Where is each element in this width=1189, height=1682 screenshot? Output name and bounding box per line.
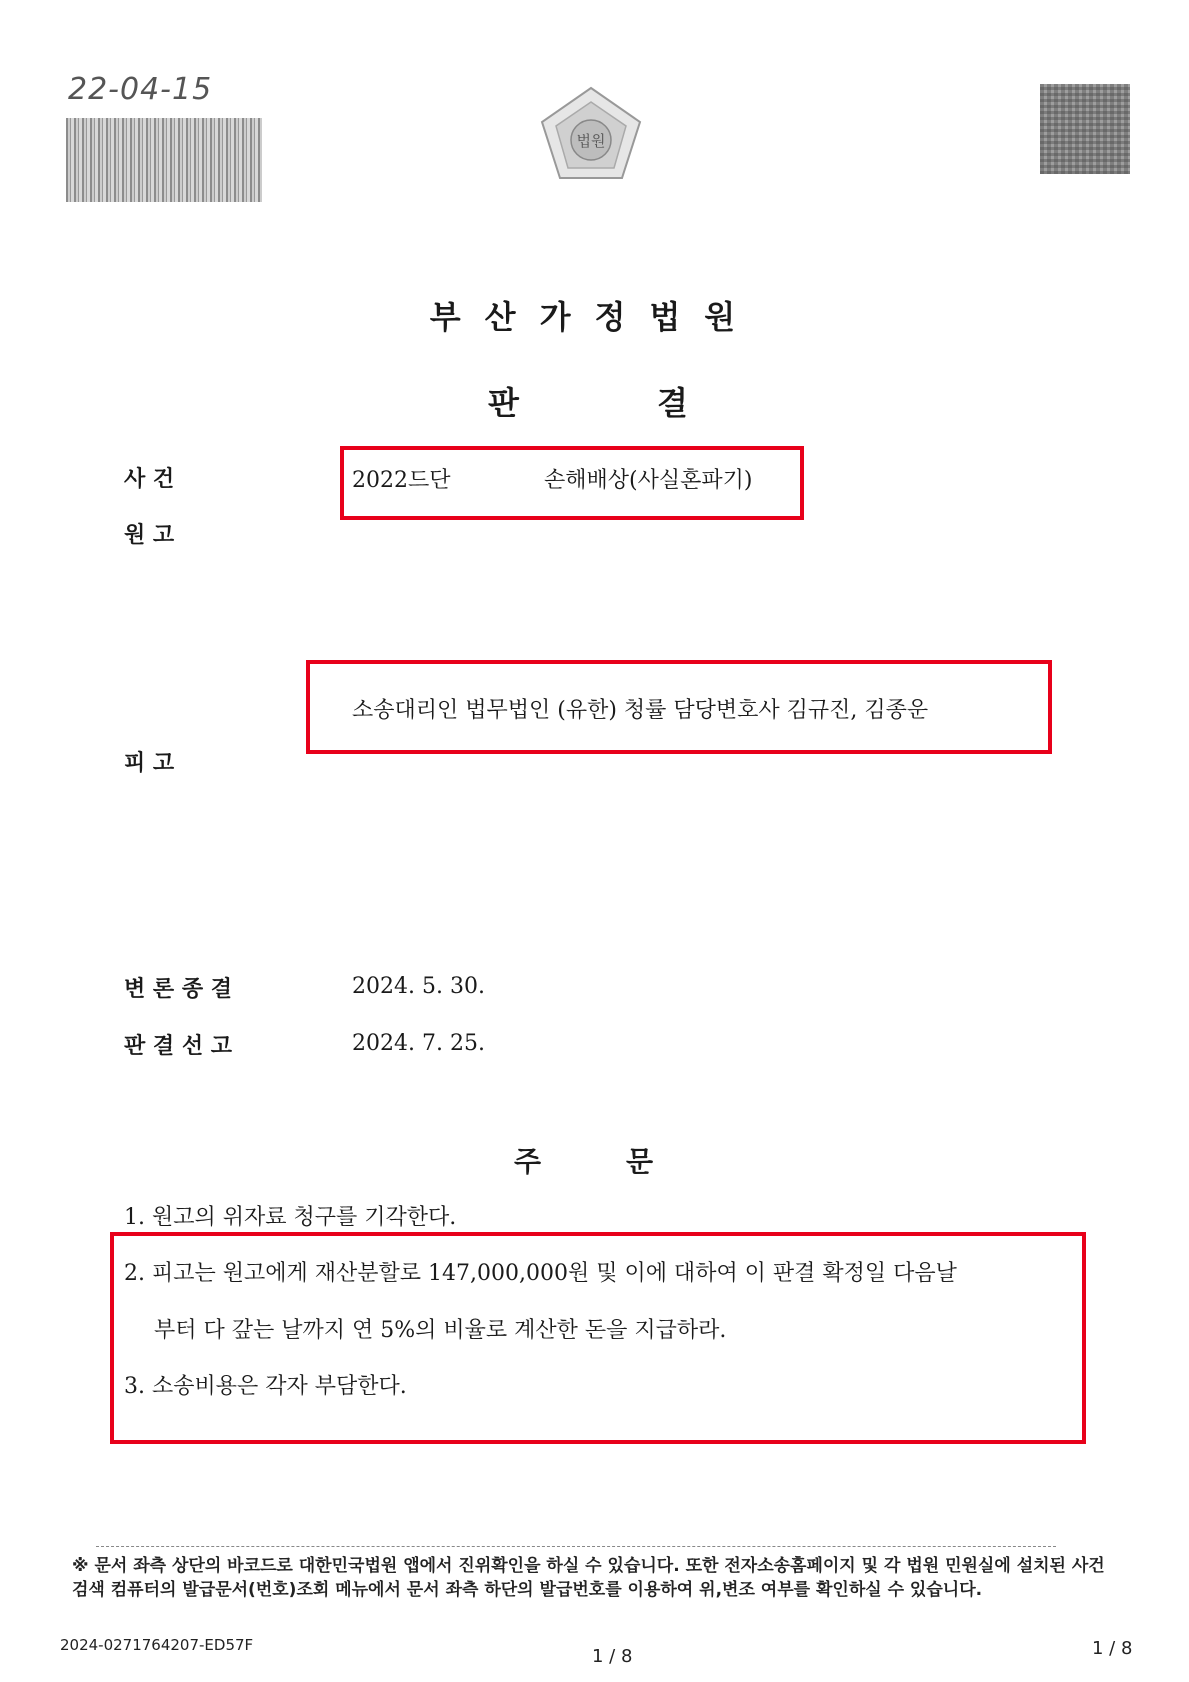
case-name: 손해배상(사실혼파기) [544, 468, 753, 493]
issuance-number: 2024-0271764207-ED57F [60, 1636, 254, 1654]
page-number-right: 1 / 8 [1092, 1638, 1133, 1659]
closing-date: 2024. 5. 30. [352, 974, 485, 999]
order-line-3: 3. 소송비용은 각자 부담한다. [124, 1374, 407, 1399]
handwritten-date: 22-04-15 [68, 72, 213, 107]
judgment-label [124, 1029, 254, 1060]
court-name: 부산가정법원 [429, 298, 760, 336]
defendant-label-text: 피 고 [124, 751, 175, 776]
case-label-text: 사 건 [124, 467, 175, 492]
closing-label [124, 972, 254, 1003]
page-number-center: 1 / 8 [592, 1646, 633, 1667]
doc-title-part1: 판 [488, 384, 519, 422]
plaintiff-label [124, 518, 254, 549]
scan-divider [96, 1546, 1056, 1548]
barcode-image [66, 118, 262, 202]
doc-title-part2: 결 [657, 384, 688, 422]
case-number: 2022드단 [352, 468, 451, 493]
judgment-date: 2024. 7. 25. [352, 1031, 485, 1056]
order-line-2: 2. 피고는 원고에게 재산분할로 147,000,000원 및 이에 대하여 이 판결 확정일 다음날 [124, 1261, 957, 1286]
emblem-label: 법원 [576, 132, 606, 150]
plaintiff-label-text: 원 고 [124, 523, 175, 548]
defendant-label [124, 746, 254, 777]
order-title-part2: 문 [626, 1145, 654, 1178]
order-line-2-cont: 부터 다 갚는 날까지 연 5%의 비율로 계산한 돈을 지급하라. [154, 1318, 727, 1343]
verification-notice: ※ 문서 좌측 상단의 바코드로 대한민국법원 앱에서 진위확인을 하실 수 있습니다. 또한 전자소송홈페이지 및 각 법원 민원실에 설치된 사건검색 컴퓨터의 발급문서(번호)조회 메뉴에서 문서 좌측 하단의 발급번호를 이용하여 위,변조 여부를 확인하실 수 있습니다. [72, 1556, 1105, 1600]
closing-label-text: 변 론 종 결 [124, 977, 232, 1002]
representative-text: 소송대리인 법무법인 (유한) 청률 담당변호사 김규진, 김종운 [352, 698, 929, 723]
case-label [124, 462, 254, 493]
order-title-part1: 주 [514, 1145, 542, 1178]
court-emblem-icon [532, 84, 650, 184]
order-line-1: 1. 원고의 위자료 청구를 기각한다. [124, 1205, 457, 1230]
judgment-label-text: 판 결 선 고 [124, 1034, 232, 1059]
qr-code-image [1040, 84, 1130, 174]
